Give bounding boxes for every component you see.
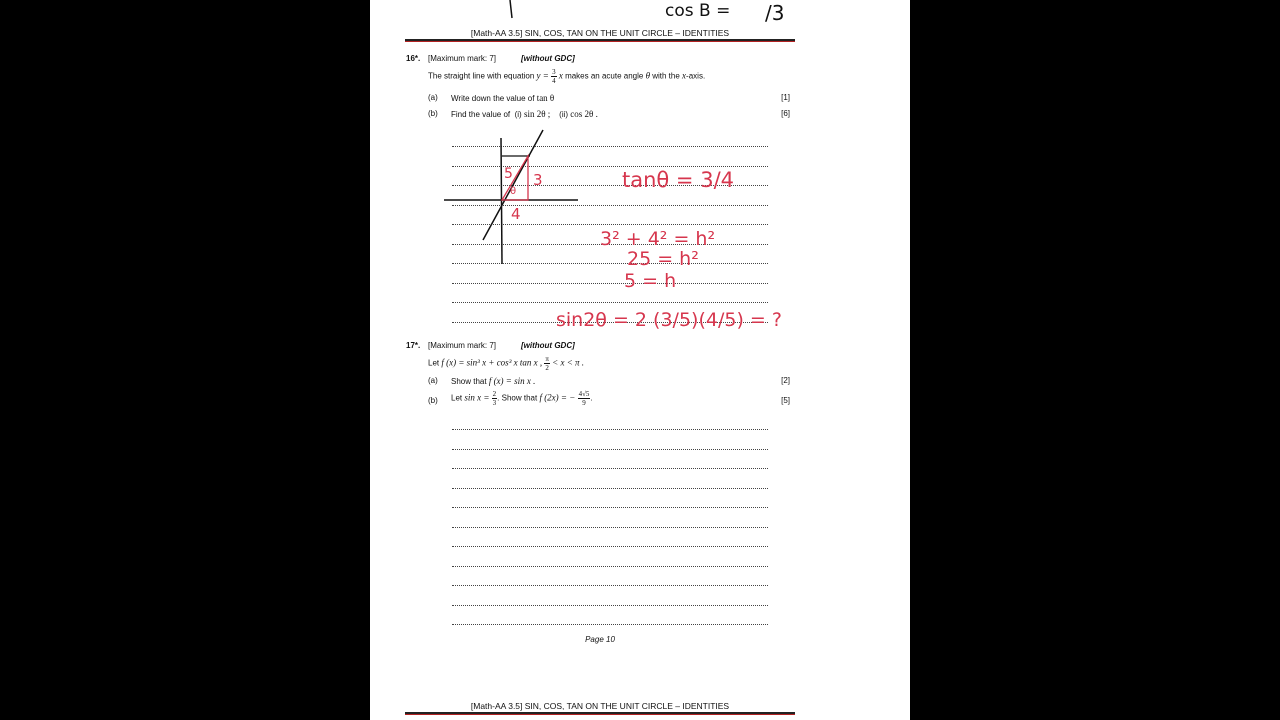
- q16-eq-den: 4: [552, 77, 556, 85]
- q16-eq-num: 3: [552, 68, 556, 76]
- q16-number: 16*.: [406, 54, 421, 63]
- top-handwriting-fraction: /3: [765, 1, 785, 25]
- q17-number: 17*.: [406, 341, 421, 350]
- q16-gdc: [without GDC]: [521, 54, 575, 63]
- hw-line-25: 25 = h²: [627, 248, 699, 270]
- q17-marks: [Maximum mark: 7]: [428, 341, 497, 350]
- top-handwriting-text: cos B =: [665, 1, 731, 21]
- q16-part-b-label: (b): [428, 109, 438, 118]
- triangle-hyp: 5: [504, 166, 513, 182]
- page-header-top: [Math-AA 3.5] SIN, COS, TAN ON THE UNIT CIRCLE – IDENTITIES: [470, 28, 730, 38]
- q17-answer-line: [452, 507, 768, 508]
- q17-part-b-end: .: [590, 393, 593, 403]
- q17-part-b-label: (b): [428, 396, 438, 405]
- q17-part-b-text2: . Show that: [497, 393, 538, 403]
- q16-eq-y: y =: [536, 70, 549, 81]
- q16-stem-pre: The straight line with equation: [428, 71, 535, 81]
- q17-answer-line: [452, 585, 768, 586]
- q17-answer-line: [452, 624, 768, 625]
- triangle-angle: θ: [510, 186, 517, 197]
- q17-stem-pre: Let: [428, 358, 440, 368]
- q17-answer-line: [452, 566, 768, 567]
- q17-b2-fraction: [578, 390, 591, 407]
- q17-stem: [428, 355, 584, 372]
- q17-answer-line: [452, 468, 768, 469]
- q16-eq-x: x: [558, 70, 563, 81]
- q16-part-a-math: tan θ: [536, 93, 555, 103]
- q17-part-a-math: f (x) = sin x .: [488, 376, 536, 386]
- q17-b2-den: 9: [582, 399, 586, 407]
- q17-part-a-text: Show that: [451, 377, 487, 386]
- q17-part-b-math2: f (2x) = −: [539, 392, 576, 403]
- triangle-adj: 4: [511, 205, 521, 223]
- header-rule-bottom: [405, 712, 795, 715]
- q17-pi-den: 2: [545, 364, 549, 372]
- q16-part-a-text: Write down the value of: [451, 94, 535, 103]
- q17-b-den: 3: [492, 399, 497, 407]
- q17-part-a: [451, 376, 535, 386]
- q17-pi-num: π: [545, 355, 549, 363]
- q17-part-b-math1: sin x =: [464, 392, 490, 403]
- q17-answer-line: [452, 449, 768, 450]
- q16-part-b-i-math: sin 2θ ;: [523, 109, 551, 119]
- hw-line-tan: tanθ = 3/4: [622, 168, 735, 192]
- q17-stem-func: f (x) = sin³ x + cos³ x tan x ,: [441, 357, 543, 368]
- hw-line-sin2theta: sin2θ = 2 (3/5)(4/5) = ?: [556, 309, 782, 331]
- triangle-opp: 3: [533, 171, 543, 189]
- q17-b-num: 2: [492, 390, 497, 398]
- q16-part-b-ii-math: cos 2θ .: [570, 109, 598, 119]
- q17-part-a-mark: [2]: [781, 376, 790, 385]
- q16-part-a-mark: [1]: [781, 93, 790, 102]
- q17-part-a-label: (a): [428, 376, 438, 385]
- q17-gdc: [without GDC]: [521, 341, 575, 350]
- q17-part-b: [451, 390, 593, 407]
- q16-stem-post: makes an acute angle: [565, 71, 644, 81]
- worksheet-page: [370, 0, 910, 720]
- page-number: Page 10: [585, 635, 615, 644]
- q17-answer-line: [452, 488, 768, 489]
- q17-answer-line: [452, 605, 768, 606]
- q16-theta: θ: [645, 70, 650, 81]
- q17-part-b-text: Let: [451, 393, 463, 403]
- hw-line-pythagoras: 3² + 4² = h²: [600, 228, 716, 250]
- q16-part-a-label: (a): [428, 93, 438, 102]
- q17-pi-fraction: [544, 355, 550, 372]
- q16-stem-end-b: -axis.: [686, 71, 706, 81]
- q17-stem-range: < x < π .: [552, 357, 585, 368]
- q16-part-b-ii: (ii): [559, 110, 569, 119]
- q17-part-b-mark: [5]: [781, 396, 790, 405]
- q17-answer-line: [452, 527, 768, 528]
- q16-stem-x: x: [682, 70, 687, 81]
- page-header-bottom: [Math-AA 3.5] SIN, COS, TAN ON THE UNIT CIRCLE – IDENTITIES: [470, 701, 730, 711]
- q16-marks: [Maximum mark: 7]: [428, 54, 497, 63]
- q16-part-b-text: Find the value of: [451, 110, 511, 119]
- q17-answer-line: [452, 429, 768, 430]
- q17-b2-num: 4√5: [578, 390, 590, 398]
- q17-answer-line: [452, 546, 768, 547]
- hw-line-5: 5 = h: [624, 270, 677, 292]
- q16-part-b-mark: [6]: [781, 109, 790, 118]
- sketch-y-axis: [501, 138, 502, 264]
- q16-stem-end-a: with the: [652, 71, 680, 81]
- q16-part-b-i: (i): [514, 110, 522, 119]
